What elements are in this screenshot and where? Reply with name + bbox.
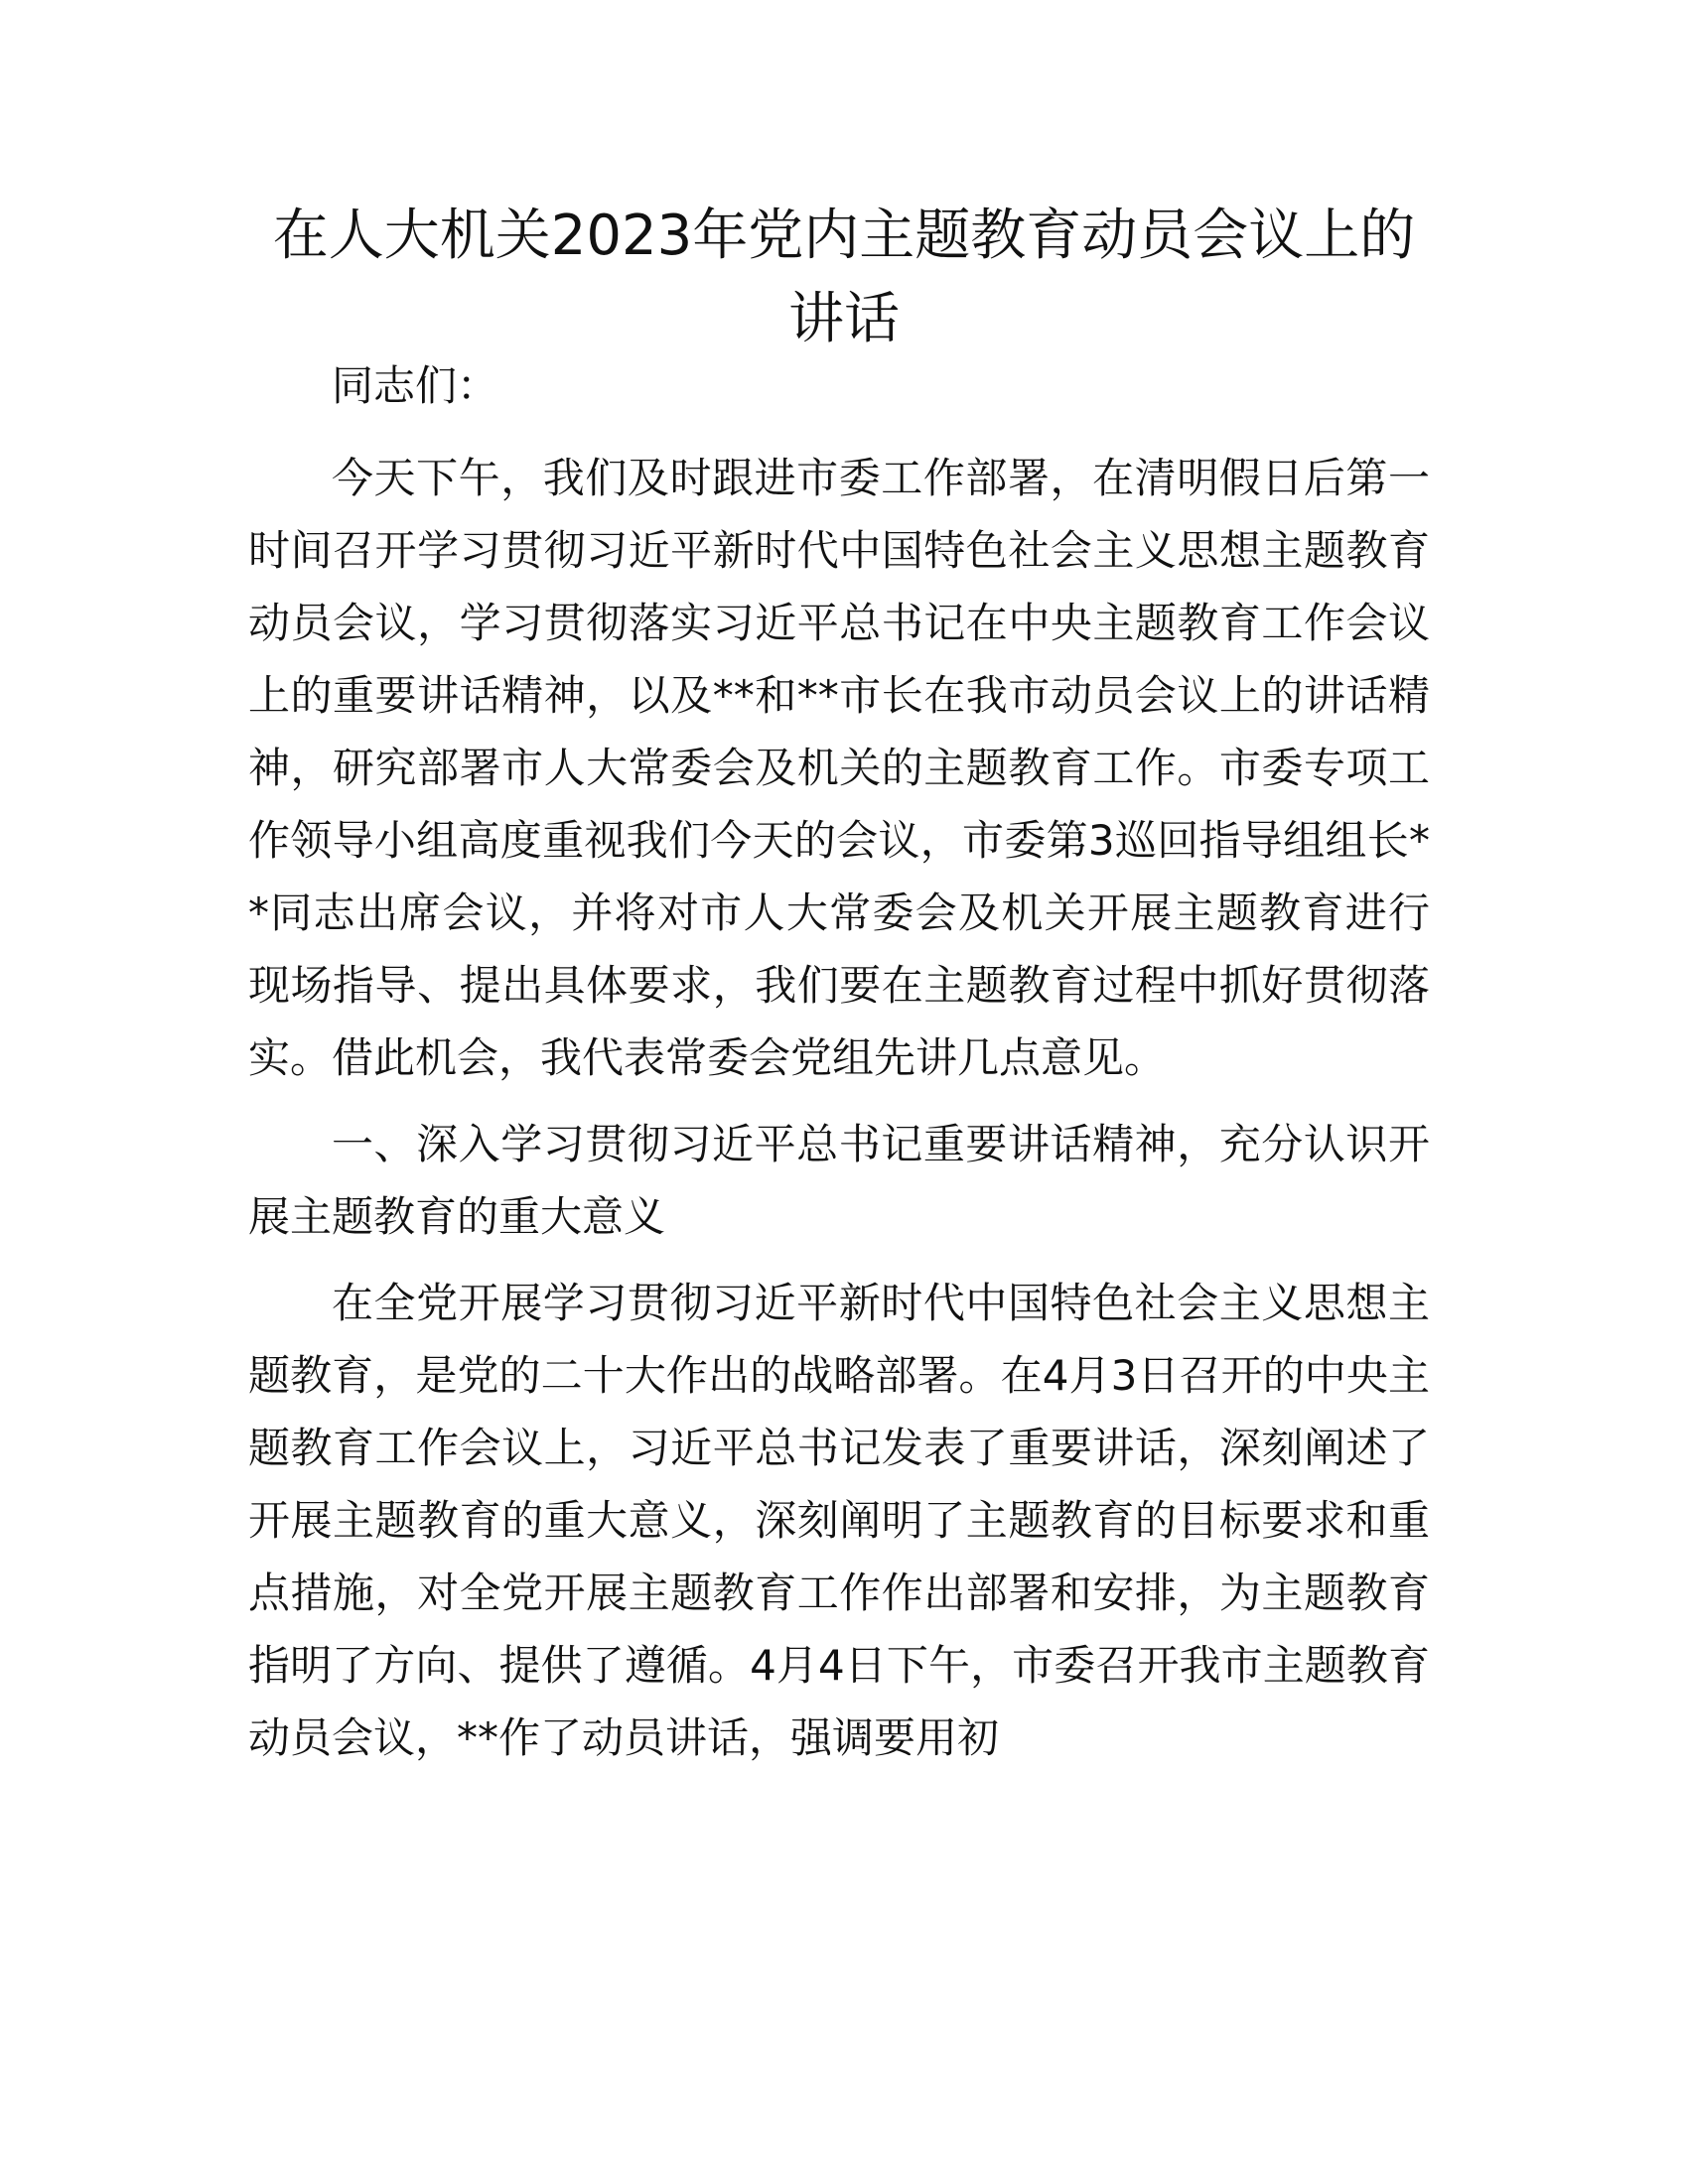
section-heading-1: 一、深入学习贯彻习近平总书记重要讲话精神，充分认识开展主题教育的重大意义 bbox=[248, 1120, 1430, 1241]
document-title: 在人大机关2023年党内主题教育动员会议上的讲话 bbox=[272, 204, 1416, 351]
document-body bbox=[248, 349, 1430, 1788]
paragraph-opening: 今天下午，我们及时跟进市委工作部署，在清明假日后第一时间召开学习贯彻习近平新时代中国特色社会主义思想主题教育动员会议，学习贯彻落实习近平总书记在中央主题教育工作会议上的重要讲话精神，以及**和**市长在我市动员会议上的讲话精神，研究部署市人大常委会及机关的主题教育工作。市委专项工作领导小组高度重视我们今天的会议，市委第3巡回指导组组长**同志出席会议，并将对市人大常委会及机关开展主题教育进行现场指导、提出具体要求，我们要在主题教育过程中抓好贯彻落实。借此机会，我代表常委会党组先讲几点意见。 bbox=[248, 454, 1430, 1082]
paragraph-section-1: 在全党开展学习贯彻习近平新时代中国特色社会主义思想主题教育，是党的二十大作出的战略部署。在4月3日召开的中央主题教育工作会议上，习近平总书记发表了重要讲话，深刻阐述了开展主题教育的重大意义，深刻阐明了主题教育的目标要求和重点措施，对全党开展主题教育工作作出部署和安排，为主题教育指明了方向、提供了遵循。4月4日下午，市委召开我市主题教育动员会议，**作了动员讲话，强调要用初 bbox=[248, 1279, 1430, 1762]
salutation: 同志们： bbox=[332, 361, 499, 410]
